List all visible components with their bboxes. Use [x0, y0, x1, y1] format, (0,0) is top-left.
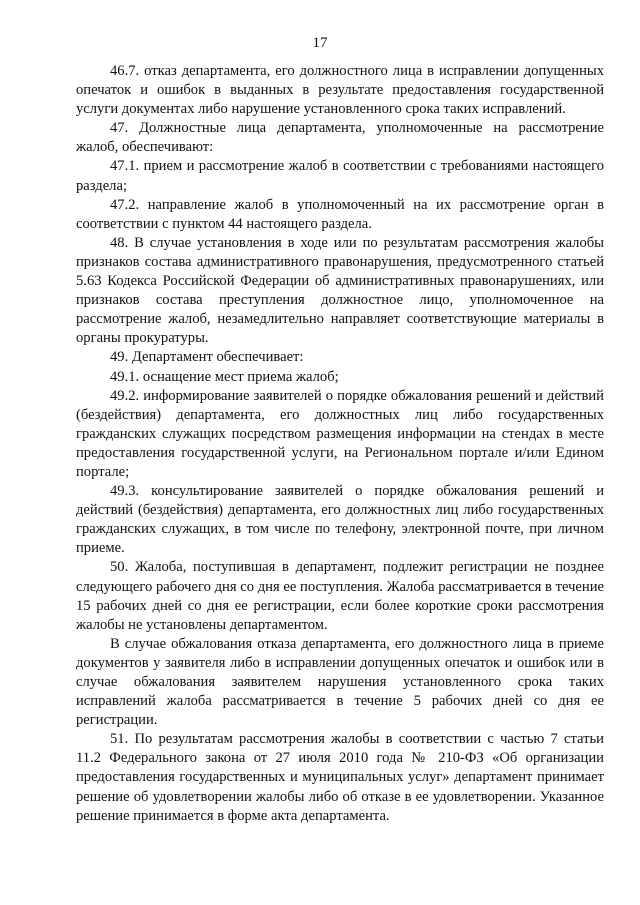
paragraph-49-2: 49.2. информирование заявителей о порядке обжалования решений и действий (бездействия) департамента, его должностных лиц либо государственных гражданских служащих посредством размещения информации на стендах в месте предоставления государственной услуги, на Региональном портале и/или Едином портале; — [76, 387, 604, 480]
paragraph-49: 49. Департамент обеспечивает: — [110, 349, 304, 366]
paragraph-49-3: 49.3. консультирование заявителей о порядке обжалования решений и действий (бездействия) департамента, его должностных лиц либо государственных гражданских служащих, в том числе по телефону, электронной почте, при личном приеме. — [76, 483, 604, 557]
paragraph-46-7: 46.7. отказ департамента, его должностного лица в исправлении допущенных опечаток и ошибок в выданных в результате предоставления государственной услуги документах либо нарушение установленного срока таких исправлений. — [76, 63, 604, 118]
paragraph-47-1: 47.1. прием и рассмотрение жалоб в соответствии с требованиями настоящего раздела; — [76, 158, 604, 194]
document-body — [76, 62, 604, 826]
paragraph-48: 48. В случае установления в ходе или по результатам рассмотрения жалобы признаков состава административного правонарушения, предусмотренного статьей 5.63 Кодекса Российской Федерации об административных правонарушениях, или признаков состава преступления должностное лицо, уполномоченное на рассмотрение жалоб, незамедлительно направляет соответствующие материалы в органы прокуратуры. — [76, 234, 604, 347]
paragraph-47: 47. Должностные лица департамента, уполномоченные на рассмотрение жалоб, обеспечивают: — [76, 120, 604, 156]
paragraph-50-cont: В случае обжалования отказа департамента, его должностного лица в приеме документов у заявителя либо в исправлении допущенных опечаток и ошибок или в случае обжалования заявителем нарушения установленного срока таких исправлений жалоба рассматривается в течение 5 рабочих дней со дня ее регистрации. — [76, 635, 604, 729]
paragraph-50: 50. Жалоба, поступившая в департамент, подлежит регистрации не позднее следующего рабочего дня со дня ее поступления. Жалоба рассматривается в течение 15 рабочих дней со дня ее регистрации, если более короткие сроки рассмотрения жалобы не установлены департаментом. — [76, 559, 604, 633]
paragraph-47-2: 47.2. направление жалоб в уполномоченный на их рассмотрение орган в соответствии с пунктом 44 настоящего раздела. — [76, 196, 604, 232]
paragraph-49-1: 49.1. оснащение мест приема жалоб; — [110, 368, 339, 385]
paragraph-51: 51. По результатам рассмотрения жалобы в соответствии с частью 7 статьи 11.2 Федерального закона от 27 июля 2010 года № 210-ФЗ «Об организации предоставления государственных и муниципальных услуг» департамент принимает решение об удовлетворении жалобы либо об отказе в ее удовлетворении. Указанное решение принимается в форме акта департамента. — [76, 731, 604, 824]
page-number: 17 — [312, 35, 328, 51]
